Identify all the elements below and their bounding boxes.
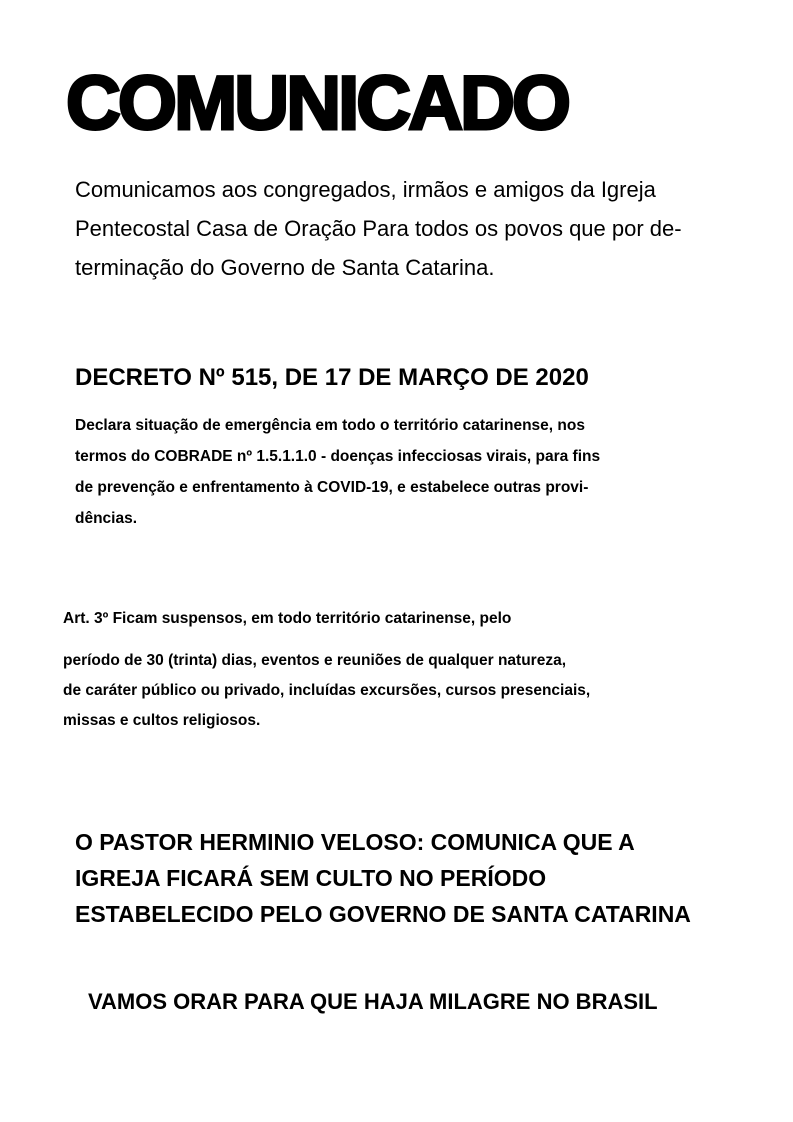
pastor-line: ESTABELECIDO PELO GOVERNO DE SANTA CATARINA (75, 901, 691, 927)
closing-container (88, 982, 658, 1022)
closing-message: VAMOS ORAR PARA QUE HAJA MILAGRE NO BRASIL (88, 989, 658, 1014)
decree-line: de prevenção e enfrentamento à COVID-19, e estabelece outras provi- (75, 479, 589, 496)
decree-line: dências. (75, 510, 138, 527)
article-line: missas e cultos religiosos. (63, 712, 261, 729)
article-line: período de 30 (trinta) dias, eventos e reuniões de qualquer natureza, (63, 652, 567, 669)
pastor-announcement (75, 824, 691, 932)
article-paragraph (63, 646, 590, 736)
article-line: de caráter público ou privado, incluídas excursões, cursos presenciais, (63, 682, 591, 699)
document-title: COMUNICADO (66, 61, 568, 146)
pastor-line: O PASTOR HERMINIO VELOSO: COMUNICA QUE A (75, 829, 635, 855)
pastor-line: IGREJA FICARÁ SEM CULTO NO PERÍODO (75, 865, 547, 891)
intro-paragraph (75, 170, 735, 287)
intro-line: Pentecostal Casa de Oração Para todos os povos que por de- (75, 216, 682, 241)
decree-line: termos do COBRADE nº 1.5.1.1.0 - doenças infecciosas virais, para fins (75, 448, 601, 465)
decree-line: Declara situação de emergência em todo o território catarinense, nos (75, 417, 585, 434)
intro-line: Comunicamos aos congregados, irmãos e amigos da Igreja (75, 177, 656, 202)
article-first-line: Art. 3º Ficam suspensos, em todo território catarinense, pelo (63, 610, 512, 627)
decree-heading: DECRETO Nº 515, DE 17 DE MARÇO DE 2020 (75, 364, 589, 391)
intro-line: terminação do Governo de Santa Catarina. (75, 255, 495, 280)
decree-summary (75, 410, 600, 534)
